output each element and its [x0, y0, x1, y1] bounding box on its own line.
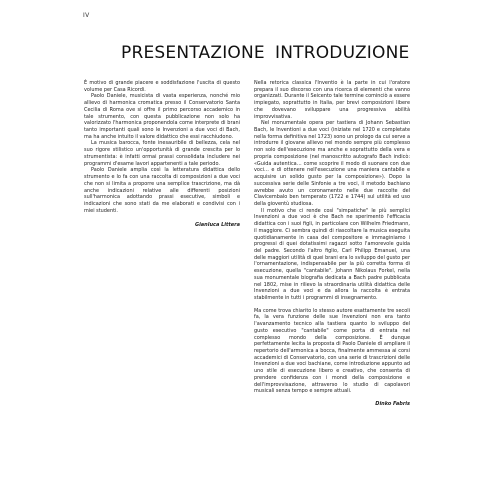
introduzione-heading: INTRODUZIONE	[275, 43, 410, 64]
introduzione-paragraph: Ma come trova chiarito lo stesso autore esattamente tre secoli fa, la vera funzione delle sue Invenzioni non era tanto l'avanzamento tecnico alla tastiera quanto lo sviluppo del gusto esecutivo "cantabile" come porta di entrata nel complesso mondo della composizione. È dunque perfettamente lecita la proposta di Paolo Daniele di ampliare il repertorio dell'armonica a bocca, finalmente ammessa ai corsi accademici di Conservatorio, con una serie di trascrizioni delle Invenzioni a due voci bachiane, come introduzione appunto ad uno stile di esecuzione libero e creativo, che consenta di prendere confidenza con i mondi della composizione e dell'improvvisazione, attraverso lo studio di capolavori musicali senza tempo e sempre attuali.	[254, 307, 410, 395]
presentazione-paragraph: Paolo Daniele, musicista di vasta esperienza, nonché mio allievo di harmonica cromatica presso il Conservatorio Santa Cecilia di Roma ove si offre il primo percorso accademico in tale strumento, con questa pubblicazione non solo ha valorizzato l'harmonica proponendola come interprete di brani tanto importanti quali sono le Invenzioni a due voci di Bach, ma ha anche intuito il valore didattico che essi racchiudono.	[84, 93, 240, 140]
presentazione-heading: PRESENTAZIONE	[121, 43, 265, 64]
presentazione-paragraph: La musica barocca, fonte inesauribile di bellezza, cela nel suo rigore stilistico un'opportunità di grande crescita per lo strumentista: è infatti ormai prassi consolidata includere nei programmi d'esame lavori appartenenti a tale periodo.	[84, 140, 240, 167]
introduzione-column	[254, 80, 410, 408]
presentazione-signature: Gianluca Littera	[194, 222, 240, 229]
presentazione-paragraph: Paolo Daniele amplia così la letteratura didattica dello strumento e lo fa con una raccolta di composizioni a due voci che non si limita a proporre una semplice trascrizione, ma dà anche indicazioni relative alle differenti posizioni sull'harmonica adottando prassi esecutive, simboli e indicazioni che sono stati da me elaborati e condivisi con i miei studenti.	[84, 167, 240, 214]
presentazione-column	[84, 80, 240, 229]
introduzione-paragraph: Nel monumentale opera per tastiera di Johann Sebastian Bach, le Inventioni a due voci (iniziate nel 1720 e completate nella forma definitiva nel 1723) sono un prologo da cui serve a introdurre il giovane allievo nel mondo sempre più complesso non solo dell'esecuzione ma anche e soprattutto della vera e propria composizione (nel manoscritto autografo Bach indicò: «Guida autentica… come scoprire il modo di suonare con due voci… e di ottenere nell'esecuzione una maniera cantabile e acquisire un solido gusto per la composizione»). Dopo la successiva serie delle Sinfonie a tre voci, il metodo bachiano avrebbe avuto un coronamento nelle due raccolte del Clavicembalo ben temperato (1722 e 1744) sul utilità ed uso della gioventù studiosa.	[254, 120, 410, 207]
introduzione-signature: Dinko Fabris	[375, 401, 410, 408]
page-number: IV	[83, 12, 90, 19]
introduzione-paragraph: Nella retorica classica l'Inventio è la parte in cui l'oratore prepara il suo discorso con una ricerca di elementi che vanno organizzati. Durante il Seicento tale termine cominciò a essere impiegato, soprattutto in Italia, per brevi composizioni libere che dovevano sviluppare una progressiva abilità improvvisativa.	[254, 80, 410, 120]
introduzione-paragraph: Il motivo che ci rende così "simpatiche" le più semplici Invenzioni a due voci è che Bach ne sperimentò l'efficacia didattica con i suoi figli, in particolare con Wilhelm Friedmann, il maggiore. Ci sembra quindi di riascoltare la musica eseguita quotidianamente in casa del compositore e immaginiamo i progressi di quei dotatissimi ragazzi sotto l'amorevole guida del padre. Secondo l'altro figlio, Carl Philipp Emanuel, una delle maggiori utilità di quei brani era lo sviluppo del gusto per l'ornamentazione, indispensabile per la più corretta forma di esecuzione, quella "cantabile". Johann Nikolaus Forkel, nella sua monumentale biografia dedicata a Bach padre pubblicata nel 1802, mise in rilievo la straordinaria utilità didattica delle Invenzioni a due voci e da allora la raccolta è entrata stabilmente in tutti i programmi di insegnamento.	[254, 207, 410, 301]
presentazione-paragraph: È motivo di grande piacere e soddisfazione l'uscita di questo volume per Casa Ricordi.	[84, 80, 240, 93]
